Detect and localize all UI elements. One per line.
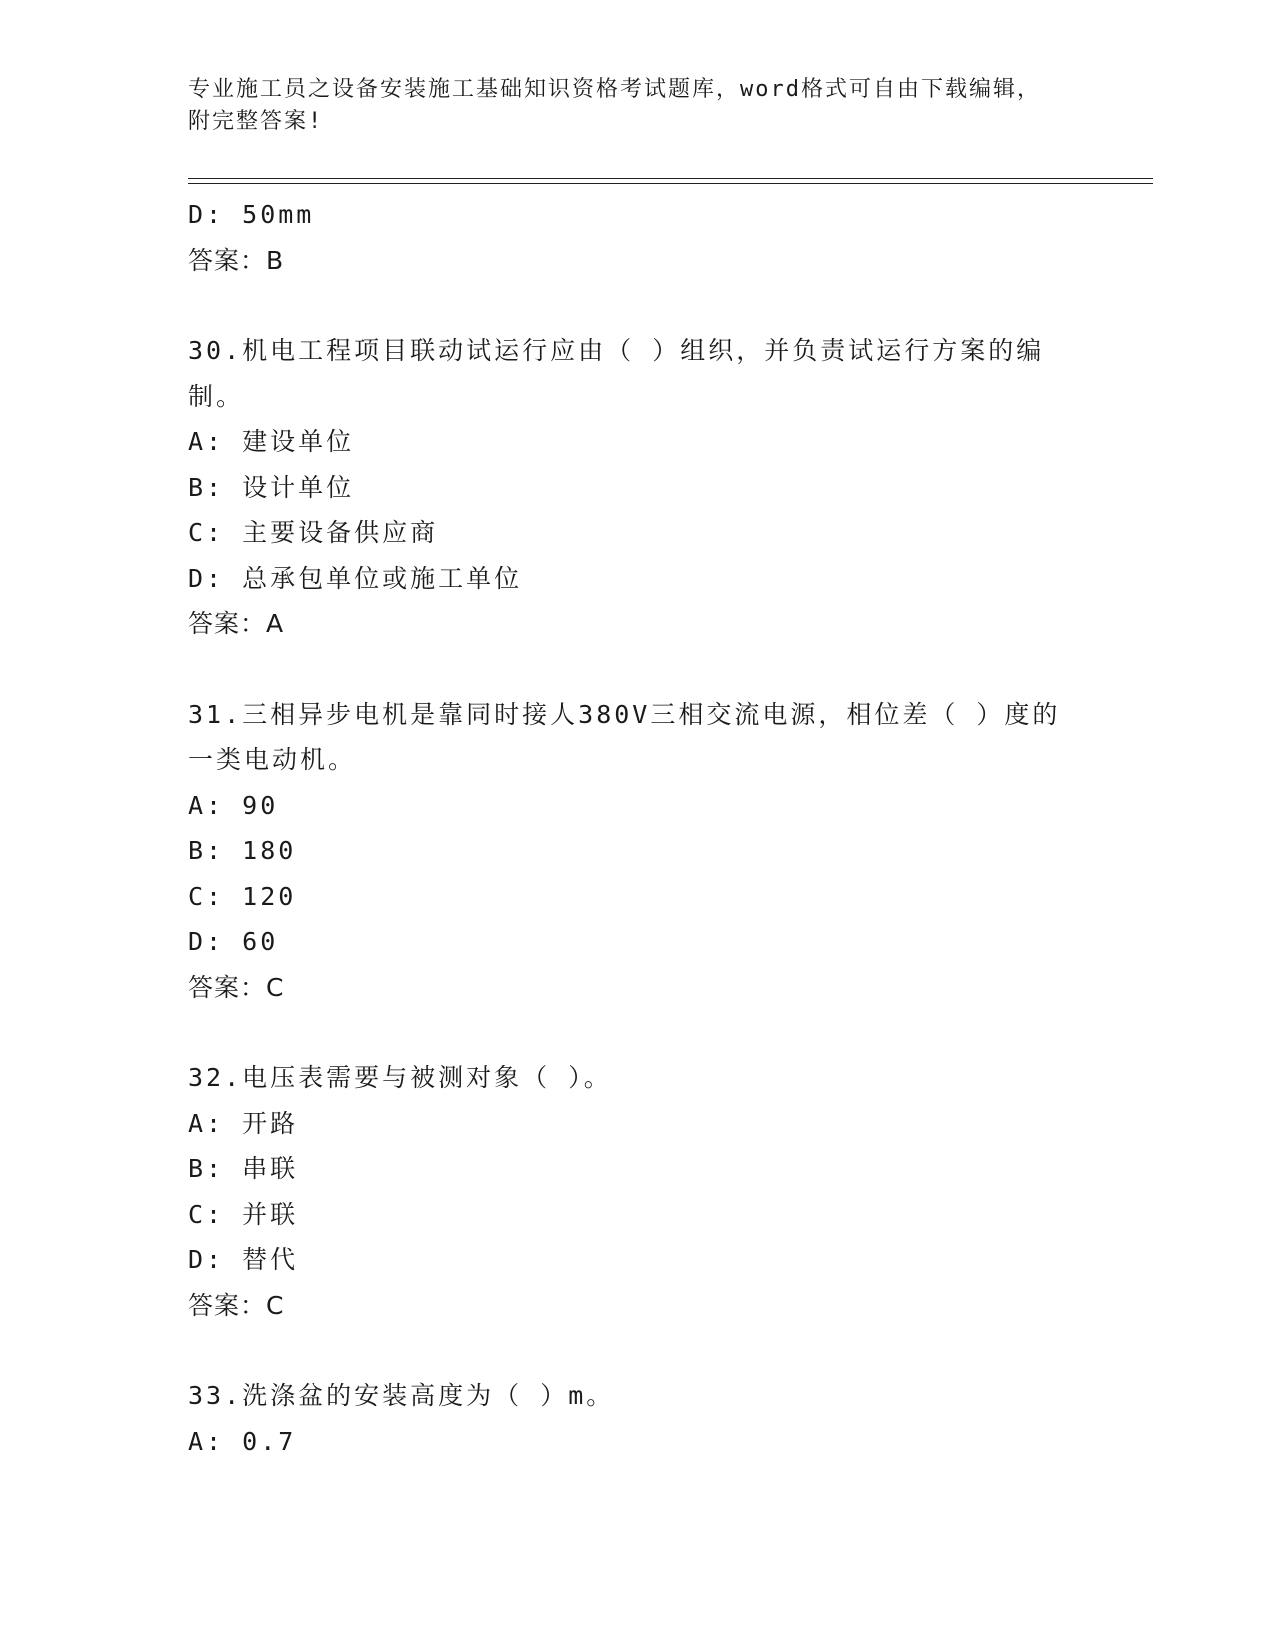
- option-c: C: 主要设备供应商: [188, 518, 439, 547]
- option-a: A: 建设单位: [188, 427, 355, 456]
- option-d: D: 50mm: [188, 200, 315, 229]
- question-32: [188, 1055, 1088, 1328]
- answer-line: 答案：A: [188, 609, 285, 638]
- option-b: B: 180: [188, 836, 297, 865]
- question-33: [188, 1373, 1088, 1464]
- option-d: D: 60: [188, 927, 279, 956]
- question-stem: 30.机电工程项目联动试运行应由（ ）组织，并负责试运行方案的编: [188, 336, 1045, 365]
- spacer: [188, 283, 1088, 328]
- option-b: B: 串联: [188, 1154, 299, 1183]
- option-d: D: 总承包单位或施工单位: [188, 563, 523, 593]
- answer-line: 答案：C: [188, 972, 285, 1002]
- question-29-tail: [188, 192, 1088, 283]
- question-list: [188, 192, 1088, 1464]
- option-c: C: 120: [188, 881, 297, 911]
- answer-line: 答案：B: [188, 245, 285, 275]
- option-a: A: 开路: [188, 1108, 299, 1138]
- spacer: [188, 647, 1088, 692]
- option-a: A: 0.7: [188, 1426, 297, 1456]
- option-c: C: 并联: [188, 1199, 299, 1229]
- option-b: B: 设计单位: [188, 472, 355, 502]
- option-d: D: 替代: [188, 1245, 299, 1274]
- header-divider-bottom: [188, 183, 1153, 184]
- question-stem-continued: 一类电动机。: [188, 745, 357, 774]
- answer-line: 答案：C: [188, 1290, 285, 1320]
- header-title-line-2: 附完整答案!: [188, 109, 324, 134]
- spacer: [188, 1328, 1088, 1373]
- spacer: [188, 1010, 1088, 1055]
- header-divider-top: [188, 178, 1153, 179]
- document-header: [188, 74, 1088, 138]
- option-a: A: 90: [188, 790, 279, 820]
- question-30: [188, 328, 1088, 647]
- header-title-line-1: 专业施工员之设备安装施工基础知识资格考试题库，word格式可自由下载编辑，: [188, 77, 1041, 102]
- question-stem: 31.三相异步电机是靠同时接人380V三相交流电源，相位差（ ）度的: [188, 699, 1061, 729]
- question-stem: 32.电压表需要与被测对象（ ）。: [188, 1063, 612, 1092]
- question-stem-continued: 制。: [188, 381, 245, 411]
- question-31: [188, 692, 1088, 1011]
- question-stem: 33.洗涤盆的安装高度为（ ）m。: [188, 1381, 615, 1410]
